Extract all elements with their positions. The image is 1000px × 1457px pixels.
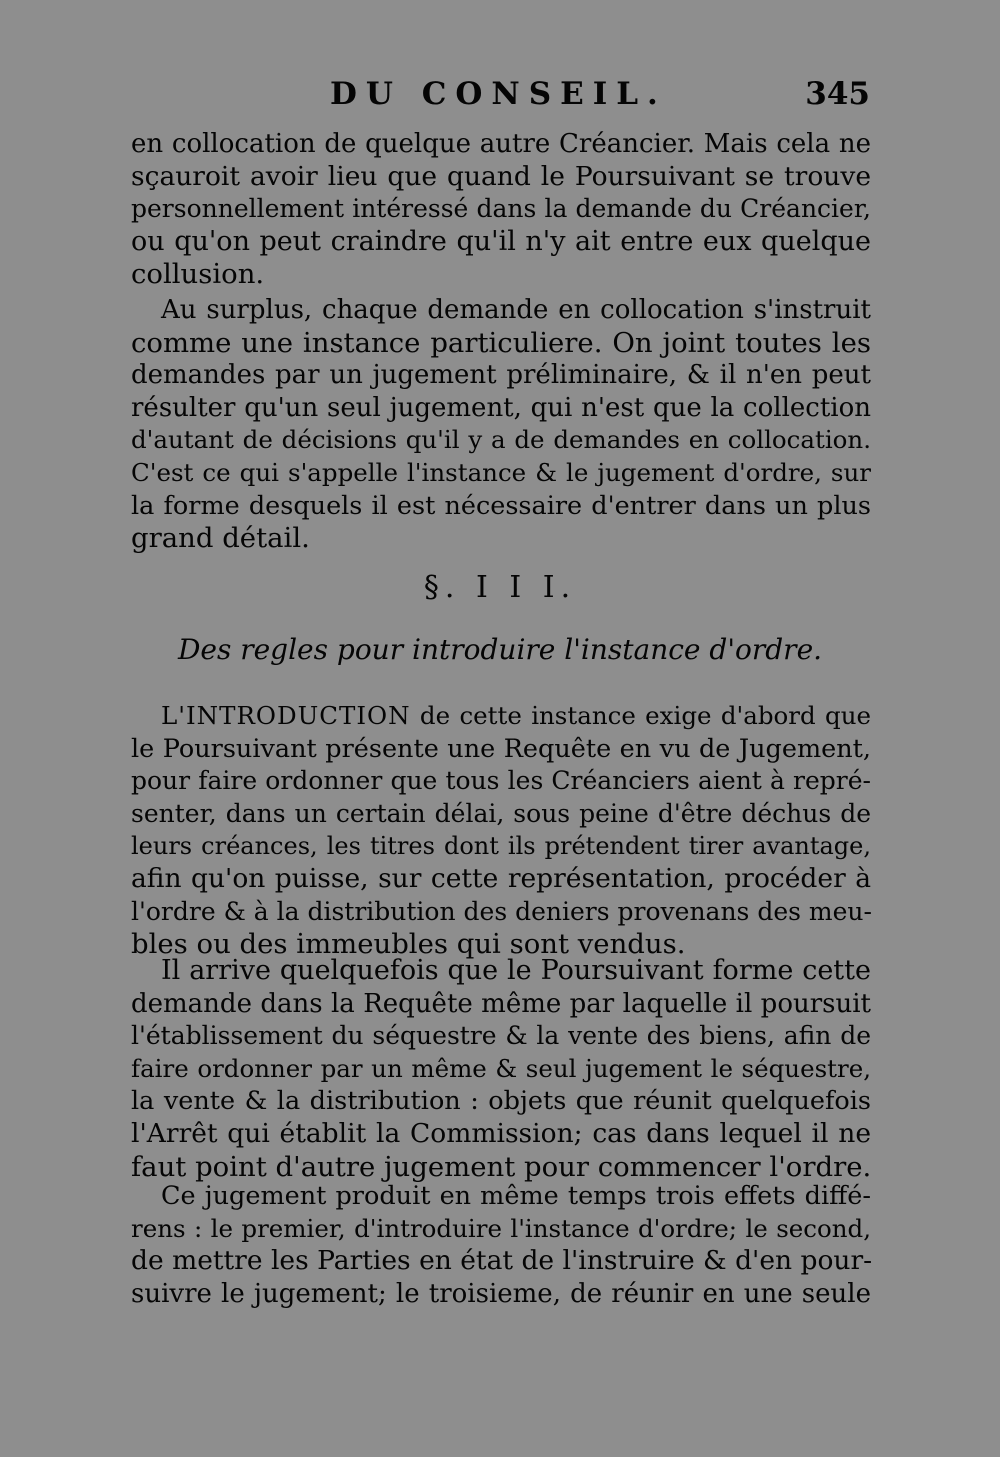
running-title: DU CONSEIL. [330, 76, 667, 112]
paragraph-5 [131, 1180, 871, 1310]
text-line: personnellement intéressé dans la demande du Créancier, [131, 194, 871, 224]
text-line: rens : le premier, d'introduire l'instance d'ordre; le second, [131, 1213, 871, 1243]
section-number: §. I I I. [423, 570, 577, 605]
paragraph-2 [131, 294, 871, 555]
text-line: Il arrive quelquefois que le Poursuivant forme cette [161, 955, 871, 986]
text-line: faut point d'autre jugement pour commencer l'ordre. [131, 1150, 872, 1183]
page-number: 345 [805, 76, 870, 112]
paragraph-3 [131, 700, 871, 961]
running-head [130, 76, 870, 120]
text-fragment: de cette instance exige d'abord que [410, 701, 871, 730]
text-line: demande dans la Requête même par laquelle il poursuit [131, 988, 871, 1019]
text-line [131, 700, 871, 733]
text-line: d'autant de décisions qu'il y a de demandes en collocation. [131, 425, 871, 455]
text-line: Ce jugement produit en même temps trois effets diffé- [161, 1181, 871, 1211]
drop-word: L'INTRODUCTION [161, 701, 411, 730]
text-line: pour faire ordonner que tous les Créanciers aient à repré- [131, 766, 871, 796]
text-line: C'est ce qui s'appelle l'instance & le jugement d'ordre, sur [131, 457, 871, 487]
text-line: demandes par un jugement préliminaire, & il n'en peut [131, 360, 871, 391]
text-line: bles ou des immeubles qui sont vendus. [131, 928, 686, 961]
section-title: Des regles pour introduire l'instance d'ordre. [177, 633, 823, 666]
paragraph-1 [131, 128, 871, 291]
text-line: ou qu'on peut craindre qu'il n'y ait entre eux quelque [131, 225, 871, 257]
text-line: comme une instance particuliere. On joint toutes les [131, 326, 871, 359]
text-line: suivre le jugement; le troisieme, de réunir en une seule [131, 1278, 871, 1309]
text-line: sçauroit avoir lieu que quand le Poursuivant se trouve [131, 160, 871, 192]
paragraph-4 [131, 955, 871, 1183]
text-line: l'établissement du séquestre & la vente des biens, afin de [131, 1021, 871, 1051]
text-line: en collocation de quelque autre Créancier. Mais cela ne [131, 129, 871, 159]
text-line: résulter qu'un seul jugement, qui n'est que la collection [131, 392, 871, 423]
text-line: senter, dans un certain délai, sous peine d'être déchus de [131, 798, 871, 828]
text-line: faire ordonner par un même & seul jugement le séquestre, [131, 1053, 871, 1083]
text-line: le Poursuivant présente une Requête en vu de Jugement, [131, 733, 871, 764]
text-line: Au surplus, chaque demande en collocation s'instruit [161, 295, 871, 325]
text-line: de mettre les Parties en état de l'instruire & d'en pour- [131, 1245, 873, 1277]
text-line: l'Arrêt qui établit la Commission; cas dans lequel il ne [131, 1117, 871, 1149]
text-line: afin qu'on puisse, sur cette représentation, procéder à [131, 862, 871, 894]
text-line: la vente & la distribution : objets que réunit quelquefois [131, 1086, 871, 1117]
text-line: collusion. [131, 258, 265, 291]
text-line: la forme desquels il est nécessaire d'entrer dans un plus [131, 490, 871, 521]
text-line: leurs créances, les titres dont ils prétendent tirer avantage, [131, 832, 871, 861]
text-line: l'ordre & à la distribution des deniers provenans des meu- [131, 896, 872, 926]
text-line: grand détail. [131, 522, 310, 555]
